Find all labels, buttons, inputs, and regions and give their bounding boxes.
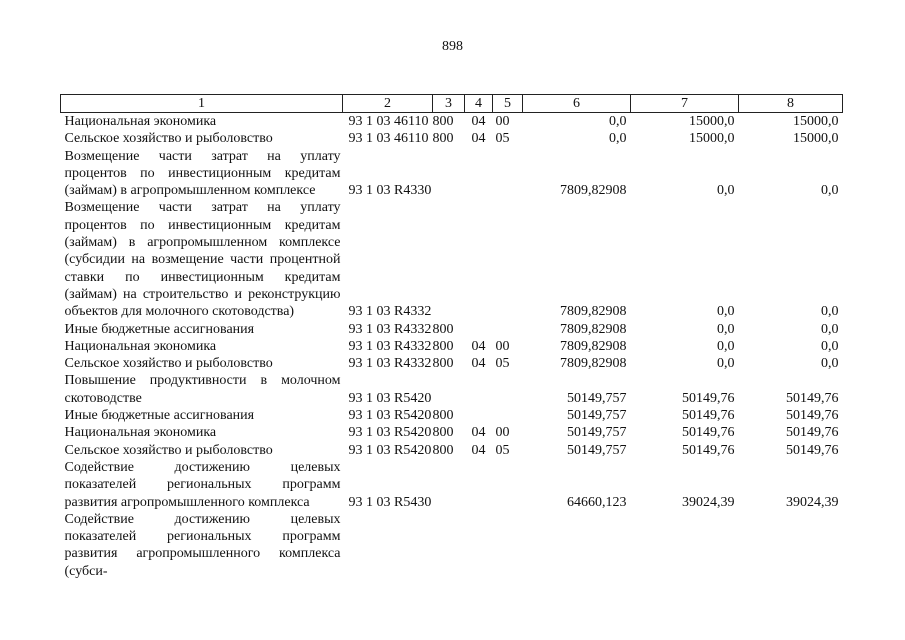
row-code: 93 1 03 R5420 (348, 425, 432, 441)
row-value-6: 50149,757 (567, 408, 627, 424)
row-rz: 04 (471, 356, 486, 372)
row-value-8: 50149,76 (786, 408, 839, 424)
row-value-8: 0,0 (821, 321, 839, 337)
row-name: Сельское хозяйство и рыболовство (64, 356, 273, 372)
row-vr: 800 (432, 131, 454, 147)
row-name: Сельское хозяйство и рыболовство (64, 442, 273, 458)
table-row (61, 338, 843, 355)
row-code: 93 1 03 R5420 (348, 408, 432, 424)
row-pr (493, 321, 523, 338)
row-vr: 800 (432, 425, 454, 441)
row-rz (465, 372, 493, 407)
row-name: Повышение продуктивности в молочном скотоводстве (64, 373, 341, 406)
row-vr: 800 (432, 338, 454, 354)
row-vr: 800 (432, 321, 454, 337)
row-name: Содействие достижению целевых показателей региональных программ развития агропромышленного комплекса (субси- (64, 511, 341, 579)
row-value-7: 50149,76 (682, 390, 735, 406)
row-pr: 05 (495, 131, 510, 147)
row-pr (493, 199, 523, 320)
row-value-8: 0,0 (821, 304, 839, 320)
row-value-7: 50149,76 (682, 442, 735, 458)
row-value-8: 0,0 (821, 338, 839, 354)
row-value-7: 50149,76 (682, 408, 735, 424)
row-name: Национальная экономика (64, 338, 217, 354)
row-code: 93 1 03 R4332 (348, 304, 432, 320)
row-rz (465, 199, 493, 320)
table-row (61, 199, 843, 320)
row-name: Иные бюджетные ассигнования (64, 408, 255, 424)
header-col-5: 5 (493, 95, 523, 113)
row-value-7: 0,0 (717, 356, 735, 372)
row-vr (433, 199, 465, 320)
row-value-8: 50149,76 (786, 442, 839, 458)
table-row (61, 459, 843, 511)
row-rz: 04 (471, 114, 486, 129)
row-value-8: 50149,76 (786, 390, 839, 406)
page-number: 898 (442, 39, 463, 54)
table-header-row (61, 95, 843, 113)
row-value-8 (739, 511, 843, 580)
row-vr: 800 (432, 356, 454, 372)
row-value-6: 7809,82908 (560, 183, 627, 199)
table-row (61, 372, 843, 407)
row-value-7: 39024,39 (682, 494, 735, 510)
row-rz (465, 511, 493, 580)
row-value-6: 50149,757 (567, 442, 627, 458)
row-rz (465, 407, 493, 424)
row-vr: 800 (432, 442, 454, 458)
row-pr (493, 511, 523, 580)
row-pr: 05 (495, 356, 510, 372)
header-col-3: 3 (433, 95, 465, 113)
row-vr (433, 511, 465, 580)
row-name: Возмещение части затрат на уплату процентов по инвестиционным кредитам (займам) в агропромышленном комплексе (64, 148, 341, 199)
row-value-8: 50149,76 (786, 425, 839, 441)
header-col-6: 6 (523, 95, 631, 113)
row-value-8: 0,0 (821, 356, 839, 372)
row-name: Содействие достижению целевых показателей региональных программ развития агропромышленного комплекса (64, 459, 341, 510)
row-value-8: 15000,0 (793, 114, 839, 129)
row-value-6 (523, 511, 631, 580)
table-row (61, 511, 843, 580)
table-row (61, 148, 843, 200)
row-name: Сельское хозяйство и рыболовство (64, 131, 273, 147)
header-col-8: 8 (739, 95, 843, 113)
row-value-6: 50149,757 (567, 425, 627, 441)
row-value-7: 0,0 (717, 321, 735, 337)
table-row (61, 355, 843, 372)
row-pr: 00 (495, 338, 510, 354)
table-row (61, 442, 843, 459)
header-col-7: 7 (631, 95, 739, 113)
row-value-6: 50149,757 (567, 390, 627, 406)
row-name: Иные бюджетные ассигнования (64, 321, 255, 337)
row-vr (433, 459, 465, 511)
row-vr (433, 148, 465, 200)
row-rz: 04 (471, 131, 486, 147)
row-name: Национальная экономика (64, 114, 217, 129)
row-code (343, 511, 433, 580)
row-rz: 04 (471, 425, 486, 441)
row-vr (433, 372, 465, 407)
header-col-2: 2 (343, 95, 433, 113)
header-col-1: 1 (61, 95, 343, 113)
table-body (61, 113, 843, 581)
header-col-4: 4 (465, 95, 493, 113)
row-code: 93 1 03 R4330 (348, 183, 432, 199)
table-row (61, 321, 843, 338)
row-name: Национальная экономика (64, 425, 217, 441)
row-code: 93 1 03 R5420 (348, 390, 432, 406)
row-rz (465, 459, 493, 511)
row-pr (493, 372, 523, 407)
row-vr: 800 (432, 114, 454, 129)
row-code: 93 1 03 R4332 (348, 338, 432, 354)
row-value-6: 7809,82908 (560, 356, 627, 372)
row-code: 93 1 03 46110 (348, 114, 429, 129)
row-value-6: 0,0 (609, 131, 627, 147)
row-pr (493, 148, 523, 200)
row-value-7 (631, 511, 739, 580)
row-value-7: 0,0 (717, 183, 735, 199)
row-name: Возмещение части затрат на уплату процентов по инвестиционным кредитам (займам) в агропромышленном комплексе (субсидии на возмещение части процентной ставки по инвестиционным кредитам (займам) на строительство и реконструкцию объектов для молочного скотоводства) (64, 200, 341, 320)
row-value-6: 7809,82908 (560, 338, 627, 354)
row-rz (465, 148, 493, 200)
row-pr: 05 (495, 442, 510, 458)
budget-table (60, 94, 843, 580)
row-code: 93 1 03 R4332 (348, 321, 432, 337)
row-pr (493, 459, 523, 511)
table-row (61, 424, 843, 441)
row-pr: 00 (495, 425, 510, 441)
row-value-8: 39024,39 (786, 494, 839, 510)
row-value-7: 0,0 (717, 304, 735, 320)
row-rz: 04 (471, 338, 486, 354)
row-code: 93 1 03 R4332 (348, 356, 432, 372)
row-code: 93 1 03 46110 (348, 131, 429, 147)
row-code: 93 1 03 R5420 (348, 442, 432, 458)
row-value-8: 15000,0 (793, 131, 839, 147)
row-pr (493, 407, 523, 424)
table-row (61, 407, 843, 424)
row-vr: 800 (432, 408, 454, 424)
table-row (61, 130, 843, 147)
row-rz: 04 (471, 442, 486, 458)
row-value-7: 15000,0 (689, 114, 735, 129)
row-rz (465, 321, 493, 338)
row-value-7: 50149,76 (682, 425, 735, 441)
row-value-6: 64660,123 (567, 494, 627, 510)
row-value-7: 0,0 (717, 338, 735, 354)
row-value-6: 0,0 (609, 114, 627, 129)
row-value-6: 7809,82908 (560, 321, 627, 337)
row-value-6: 7809,82908 (560, 304, 627, 320)
table-row (61, 113, 843, 131)
row-value-8: 0,0 (821, 183, 839, 199)
row-code: 93 1 03 R5430 (348, 494, 432, 510)
row-pr: 00 (495, 114, 510, 129)
row-value-7: 15000,0 (689, 131, 735, 147)
